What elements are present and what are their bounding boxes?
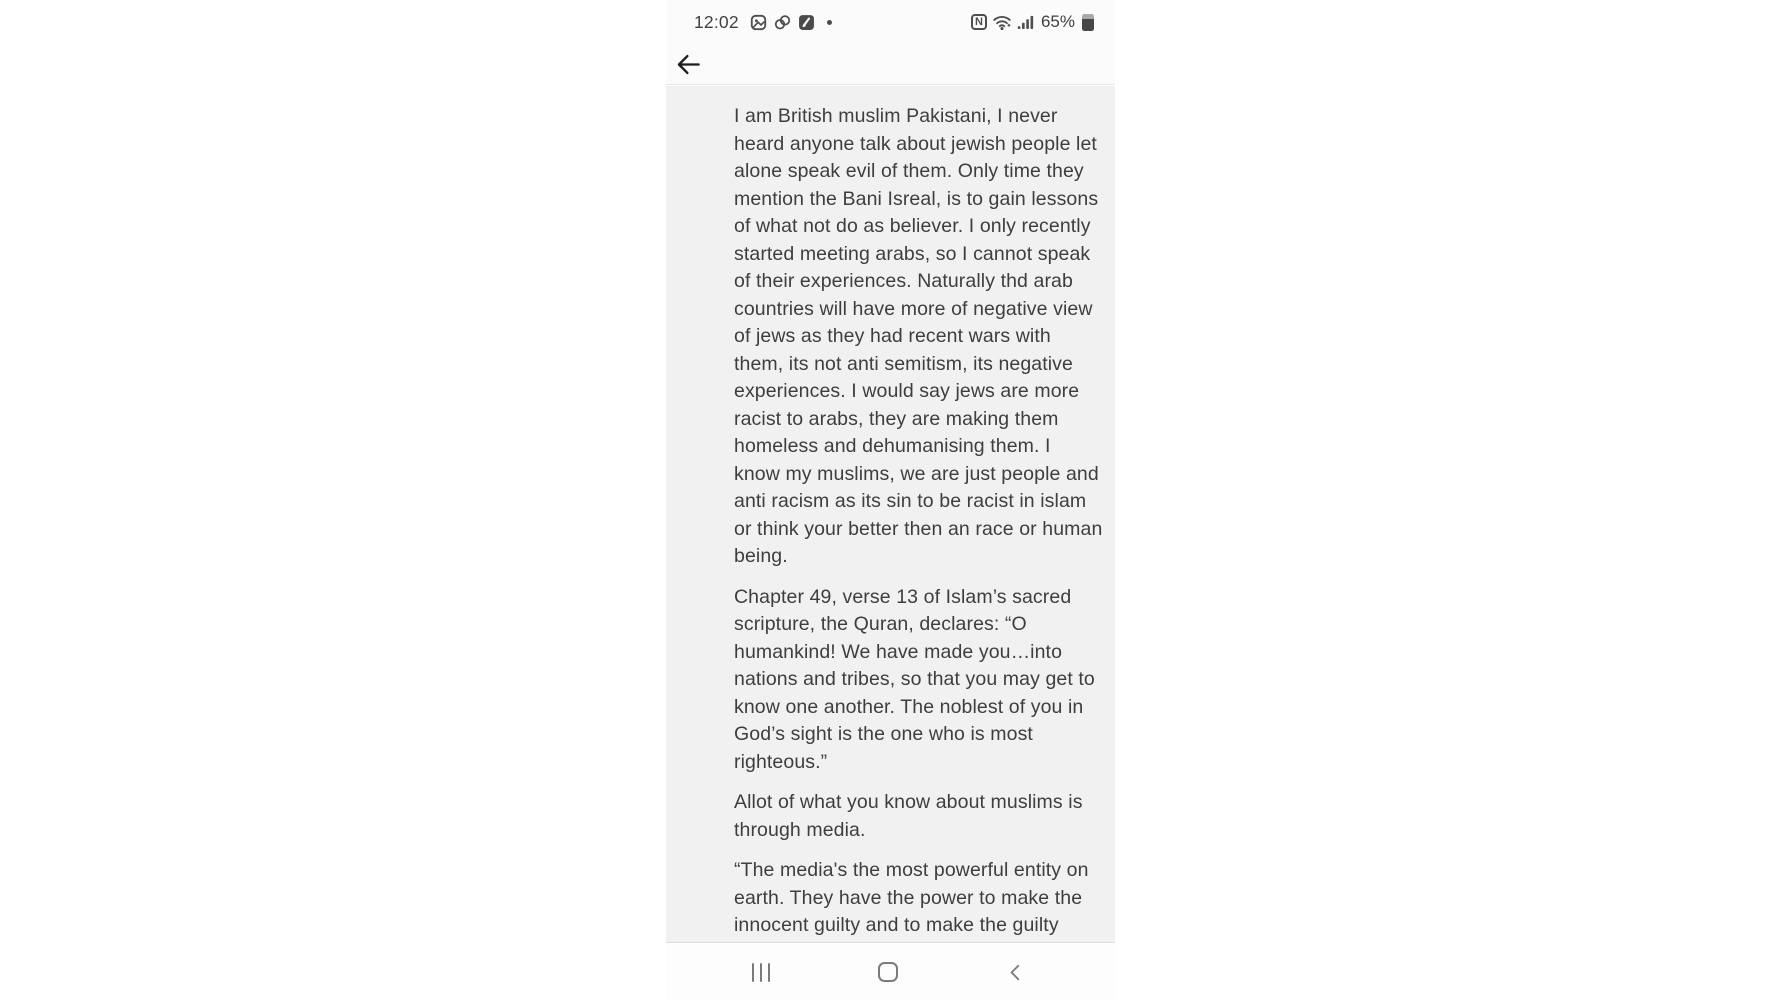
- nav-back-button[interactable]: [993, 950, 1037, 994]
- battery-percent-label: 65%: [1040, 12, 1075, 31]
- text-line: humankind! We have made you…into: [734, 640, 1063, 663]
- signal-icon: [1017, 14, 1034, 30]
- article-content[interactable]: [666, 86, 1115, 943]
- text-line: righteous.”: [734, 750, 828, 773]
- text-line: heard anyone talk about jewish people let: [734, 132, 1097, 155]
- text-line: racist to arabs, they are making them: [734, 407, 1059, 430]
- text-line: innocent guilty and to make the guilty: [734, 914, 1059, 936]
- text-line: know my muslims, we are just people and: [734, 462, 1099, 485]
- status-bar-right: [971, 12, 1094, 32]
- text-line: started meeting arabs, so I cannot speak: [734, 242, 1091, 265]
- phone-screenshot: [666, 0, 1115, 1000]
- text-line: anti racism as its sin to be racist in islam: [734, 490, 1087, 512]
- battery-icon: [1082, 14, 1094, 31]
- status-bar: [666, 0, 1115, 44]
- note-edit-icon: [798, 14, 815, 31]
- text-line: God’s sight is the one who is most: [734, 723, 1033, 745]
- recents-icon: [752, 963, 771, 982]
- battery-fill: [1082, 19, 1094, 30]
- text-line: or think your better then an race or human: [734, 517, 1103, 540]
- text-line: them, its not anti semitism, its negative: [734, 352, 1073, 375]
- back-chevron-icon: [1006, 963, 1025, 982]
- status-time: 12:02: [694, 11, 739, 32]
- text-line: of their experiences. Naturally thd arab: [734, 270, 1073, 292]
- text-line: of what not do as believer. I only recently: [734, 215, 1091, 237]
- text-line: countries will have more of negative view: [734, 297, 1093, 320]
- text-line: “The media's the most powerful entity on: [734, 859, 1089, 881]
- status-bar-left: [694, 12, 971, 33]
- link-icon: [774, 14, 791, 31]
- text-line: homeless and dehumanising them. I: [734, 435, 1051, 457]
- text-line: alone speak evil of them. Only time they: [734, 160, 1084, 182]
- wifi-icon: [992, 13, 1012, 31]
- text-line: nations and tribes, so that you may get to: [734, 668, 1095, 690]
- recents-button[interactable]: [739, 950, 783, 994]
- text-line: Allot of what you know about muslims is: [734, 791, 1083, 813]
- nfc-icon: N: [971, 14, 987, 30]
- gallery-icon: [750, 14, 767, 31]
- home-button[interactable]: [866, 950, 910, 994]
- text-line: know one another. The noblest of you in: [734, 695, 1084, 718]
- text-line: experiences. I would say jews are more: [734, 380, 1080, 402]
- text-line: Chapter 49, verse 13 of Islam’s sacred: [734, 585, 1072, 608]
- paragraph: [734, 789, 1115, 844]
- back-button[interactable]: [673, 49, 703, 79]
- paragraph: [734, 857, 1115, 940]
- text-line: scripture, the Quran, declares: “O: [734, 613, 1027, 635]
- text-line: of jews as they had recent wars with: [734, 325, 1051, 347]
- text-line: I am British muslim Pakistani, I never: [734, 105, 1058, 127]
- paragraph: [734, 103, 1115, 571]
- text-line: being.: [734, 545, 788, 567]
- paragraph: [734, 584, 1115, 777]
- text-line: mention the Bani Isreal, is to gain lessons: [734, 187, 1099, 210]
- home-icon: [878, 962, 898, 982]
- more-notifications-dot: [827, 20, 832, 25]
- back-arrow-icon: [675, 51, 702, 78]
- page-header: [666, 44, 1115, 85]
- text-line: earth. They have the power to make the: [734, 886, 1083, 909]
- text-line: through media.: [734, 818, 866, 841]
- navigation-bar: [666, 944, 1115, 1000]
